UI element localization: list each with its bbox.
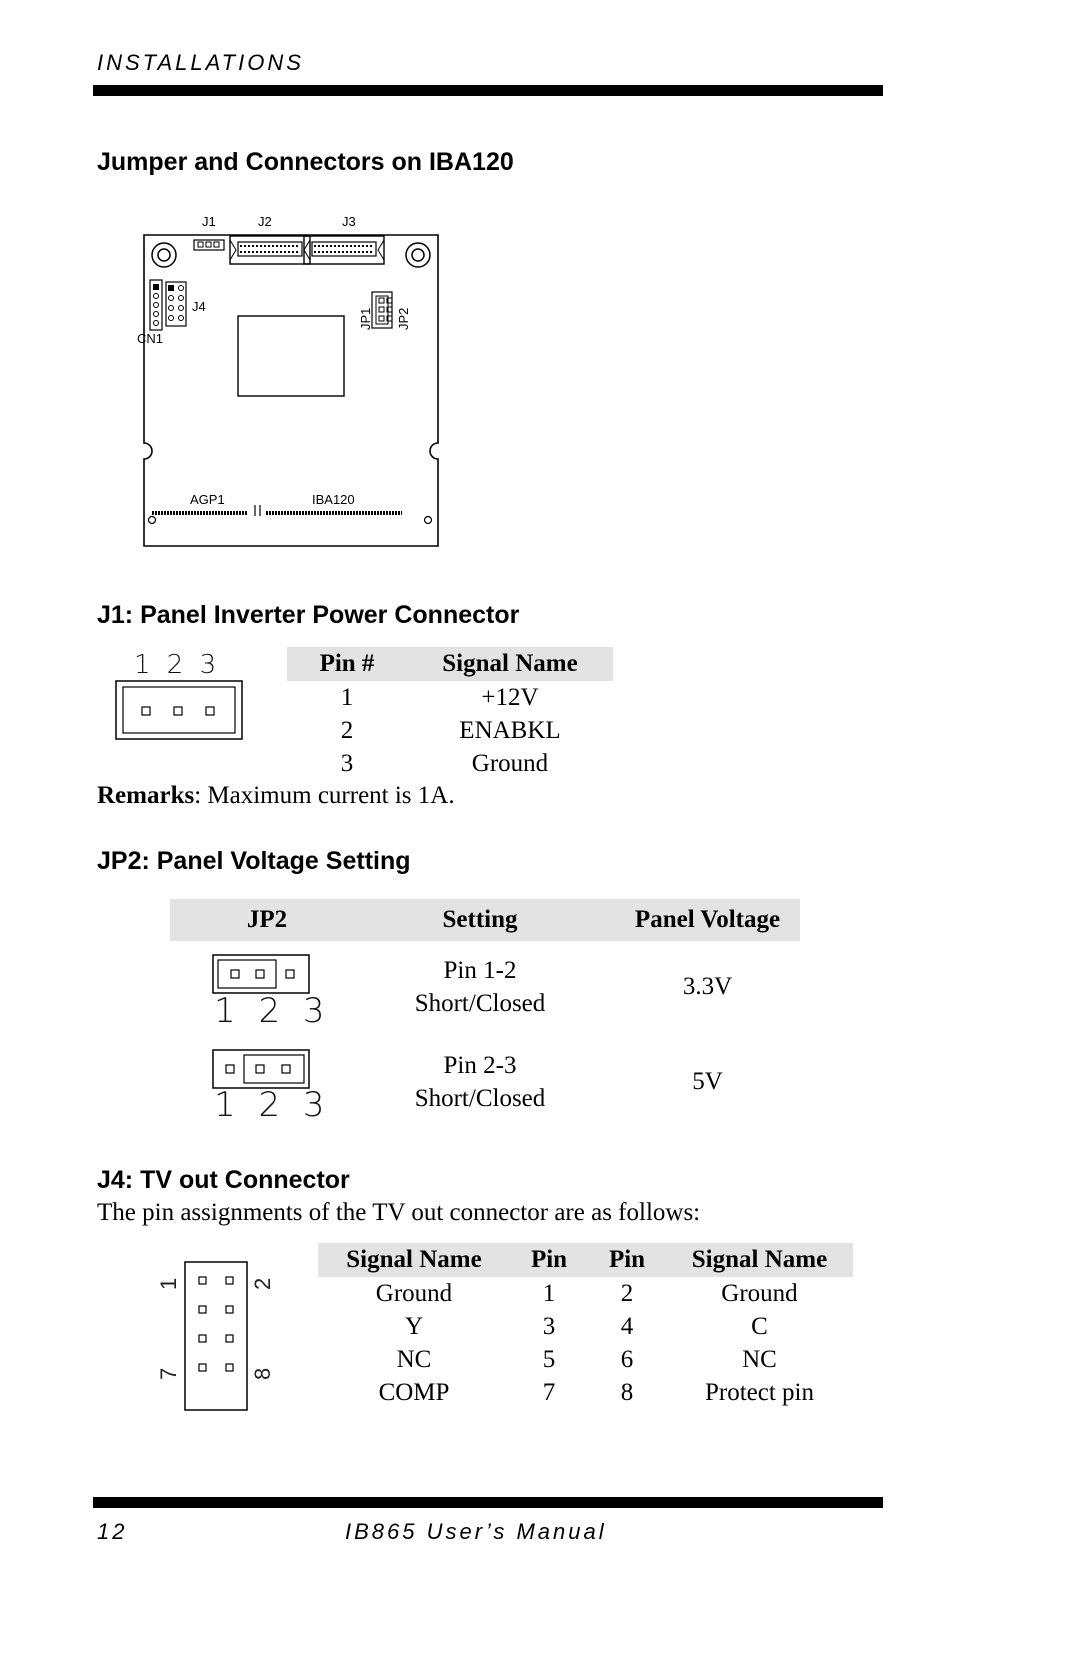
j4-pin-label-7: 7: [156, 1367, 181, 1380]
cell: 8: [620, 1378, 634, 1406]
j4-title: J4: TV out Connector: [97, 1166, 350, 1194]
jp2-header-voltage: Panel Voltage: [634, 906, 781, 933]
j1-remarks: [97, 782, 455, 810]
manual-title: IB865 User’s Manual: [345, 1519, 607, 1544]
footer-rule: [93, 1497, 883, 1508]
jp2-row2-voltage: 5V: [692, 1068, 723, 1095]
cell: Y: [404, 1312, 424, 1340]
table-row: [318, 1376, 853, 1409]
jp2-row1-setting1: Pin 1-2: [443, 957, 517, 984]
j4-pin-label-2: 2: [250, 1277, 275, 1290]
board-diagram: [137, 210, 440, 550]
cell: +12V: [481, 683, 539, 711]
j4-pin-label-8: 8: [250, 1367, 275, 1380]
board-label-cn1: CN1: [137, 331, 164, 346]
j4-header-pin-right: Pin: [588, 1243, 666, 1277]
j4-intro: The pin assignments of the TV out connector are as follows:: [97, 1199, 701, 1226]
cell: Ground: [375, 1279, 453, 1307]
remarks-label: Remarks: [97, 782, 195, 809]
page-number: 12: [97, 1519, 128, 1544]
j4-connector-icon: [158, 1258, 278, 1414]
cell: NC: [396, 1345, 432, 1373]
j1-connector-icon: [115, 680, 245, 742]
remarks-text: : Maximum current is 1A.: [194, 782, 455, 809]
table-row: [287, 747, 613, 780]
table-row: [287, 681, 613, 714]
cell: 2: [620, 1279, 634, 1307]
board-label-jp1: JP1: [358, 307, 373, 330]
jp2-row2-setting1: Pin 2-3: [443, 1052, 517, 1079]
j4-header-pin-left: Pin: [510, 1243, 588, 1277]
j1-title: J1: Panel Inverter Power Connector: [97, 601, 520, 629]
cell: 3: [542, 1312, 556, 1340]
j1-header-signal: Signal Name: [407, 647, 613, 681]
cell: 1: [542, 1279, 556, 1307]
jp2-row2-setting2: Short/Closed: [414, 1085, 546, 1112]
jp2-row1-voltage: 3.3V: [682, 973, 733, 1000]
table-row: [318, 1310, 853, 1343]
table-row: [287, 714, 613, 747]
cell: 6: [620, 1345, 634, 1373]
j4-table: [318, 1243, 853, 1409]
cell: Ground: [721, 1279, 798, 1307]
cell: 5: [542, 1345, 556, 1373]
cell: C: [751, 1312, 768, 1340]
jp2-header-setting: Setting: [442, 906, 518, 933]
j1-pin-numbers: 1 2 3: [134, 650, 221, 680]
board-label-j4: J4: [192, 299, 206, 314]
j1-header-pin: Pin #: [287, 647, 407, 681]
board-label-j2: J2: [258, 214, 272, 229]
j4-pin-label-1: 1: [156, 1277, 181, 1290]
cell: Ground: [471, 749, 549, 777]
header-rule: [93, 85, 883, 96]
jp2-row1-setting2: Short/Closed: [414, 990, 546, 1017]
board-title: Jumper and Connectors on IBA120: [97, 148, 514, 176]
j4-header-signal-right: Signal Name: [666, 1243, 853, 1277]
board-label-j3: J3: [342, 214, 356, 229]
cell: 2: [340, 716, 354, 744]
jp2-pin-numbers-row1: 1 2 3: [214, 991, 331, 1031]
cell: 1: [340, 683, 354, 711]
jp2-jumper-1-2-icon: [212, 954, 312, 996]
jp2-title: JP2: Panel Voltage Setting: [97, 847, 411, 875]
cell: NC: [742, 1345, 777, 1373]
j4-header-signal-left: Signal Name: [318, 1243, 510, 1277]
cell: 7: [542, 1378, 556, 1406]
board-label-model: IBA120: [312, 492, 355, 507]
cell: 4: [620, 1312, 634, 1340]
cell: 3: [340, 749, 354, 777]
board-label-agp1: AGP1: [190, 492, 225, 507]
table-row: [318, 1343, 853, 1376]
board-label-j1: J1: [202, 214, 216, 229]
table-row: [318, 1277, 853, 1310]
cell: ENABKL: [459, 716, 561, 744]
cell: COMP: [378, 1378, 450, 1406]
jp2-header-jp2: JP2: [246, 906, 288, 933]
j1-table: [287, 647, 613, 780]
cell: Protect pin: [704, 1378, 814, 1406]
board-label-jp2: JP2: [396, 307, 411, 330]
jp2-pin-numbers-row2: 1 2 3: [214, 1085, 331, 1125]
section-header: INSTALLATIONS: [97, 50, 304, 75]
